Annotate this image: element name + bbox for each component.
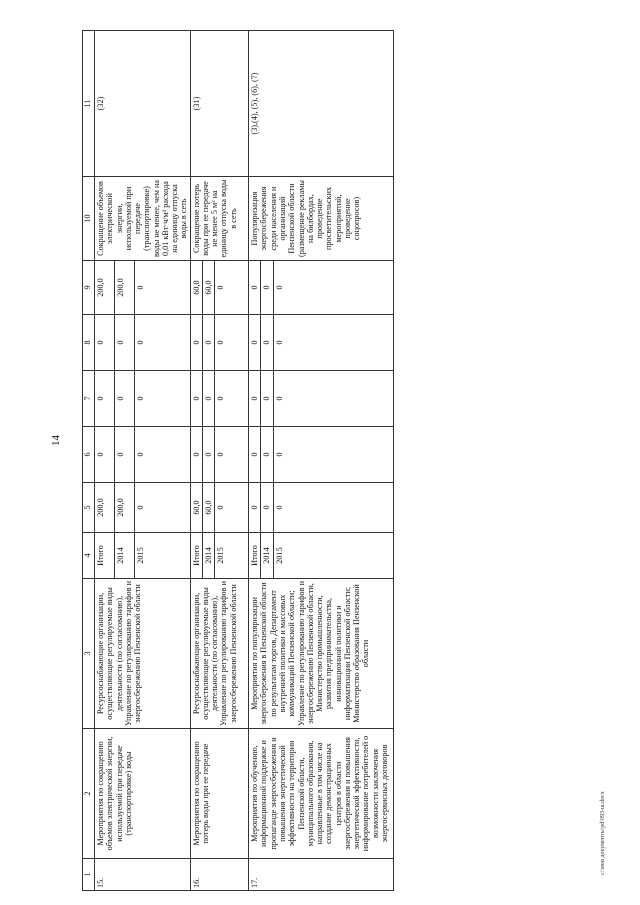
value-cell: 0 xyxy=(215,483,249,533)
value-cell: 0 xyxy=(95,427,115,483)
row-number: 16. xyxy=(190,859,249,891)
value-cell: 0 xyxy=(249,483,261,533)
period-cell: Итого xyxy=(190,533,202,579)
value-cell: 0 xyxy=(134,261,190,315)
value-cell: 0 xyxy=(190,315,202,371)
value-cell: 200,0 xyxy=(114,261,134,315)
column-number: 1 xyxy=(83,859,95,891)
value-cell: 0 xyxy=(261,315,273,371)
column-number: 4 xyxy=(83,533,95,579)
value-cell: 0 xyxy=(95,315,115,371)
column-number: 10 xyxy=(83,177,95,261)
value-cell: 0 xyxy=(134,315,190,371)
value-cell: 0 xyxy=(114,427,134,483)
indicator-cell: (3),(4), (5), (6), (7) xyxy=(249,31,394,177)
value-cell: 0 xyxy=(215,371,249,427)
indicator-cell: (31) xyxy=(190,31,249,177)
value-cell: 60,0 xyxy=(202,261,214,315)
value-cell: 200,0 xyxy=(95,261,115,315)
value-cell: 0 xyxy=(273,427,393,483)
value-cell: 0 xyxy=(261,427,273,483)
table-row xyxy=(249,31,261,891)
table-row xyxy=(95,31,115,891)
value-cell: 0 xyxy=(249,427,261,483)
column-number: 8 xyxy=(83,315,95,371)
value-cell: 0 xyxy=(190,371,202,427)
footer-file-path: c:\мои документы\pd\093-ш.docx xyxy=(600,791,606,875)
indicator-cell: (32) xyxy=(95,31,191,177)
value-cell: 0 xyxy=(114,315,134,371)
value-cell: 60,0 xyxy=(202,483,214,533)
value-cell: 0 xyxy=(202,427,214,483)
value-cell: 0 xyxy=(261,371,273,427)
value-cell: 0 xyxy=(215,427,249,483)
value-cell: 60,0 xyxy=(190,483,202,533)
value-cell: 0 xyxy=(114,371,134,427)
column-number: 2 xyxy=(83,729,95,859)
value-cell: 0 xyxy=(215,261,249,315)
result-cell: Сокращение объемов электрической энергии, используемой при передаче (транспортировке) воды не менее, чем на 0,01 кВт·ч/м³ расхода на единицу отпуска воды в сеть xyxy=(95,177,191,261)
measure-cell: Мероприятия по сокращению потерь воды при ее передаче xyxy=(190,729,249,859)
period-cell: Итого xyxy=(249,533,261,579)
measure-cell: Мероприятия по обучению, информационной поддержке и пропаганде энергосбережения и повышения энергетической эффективности на территории Пензенской области, муниципального образования, направленные в том числе на создание демонстрационных центров в области энергосбережения и повышения энергетической эффективности, информирование потребителей о возможности заключения энергосервисных договоров xyxy=(249,729,394,859)
value-cell: 0 xyxy=(134,371,190,427)
value-cell: 0 xyxy=(273,371,393,427)
value-cell: 0 xyxy=(249,371,261,427)
value-cell: 200,0 xyxy=(114,483,134,533)
value-cell: 60,0 xyxy=(190,261,202,315)
rotated-table-container xyxy=(82,31,612,891)
value-cell: 0 xyxy=(273,315,393,371)
value-cell: 0 xyxy=(190,427,202,483)
result-cell: Сокращение потерь воды при ее передаче не менее 5 м³ на единицу отпуска воды в сеть xyxy=(190,177,249,261)
value-cell: 0 xyxy=(202,315,214,371)
executor-cell: Ресурсоснабжающие организации, осуществляющие регулируемые виды деятельности (по согласованию), Управление по регулированию тарифов и энергосбережению Пензенской области xyxy=(95,579,191,729)
value-cell: 0 xyxy=(215,315,249,371)
column-number: 9 xyxy=(83,261,95,315)
value-cell: 0 xyxy=(134,483,190,533)
value-cell: 0 xyxy=(261,261,273,315)
value-cell: 0 xyxy=(273,261,393,315)
value-cell: 0 xyxy=(249,261,261,315)
column-number: 6 xyxy=(83,427,95,483)
measure-cell: Мероприятия по сокращению объемов электрической энергии, используемой при передаче (транспортировке) воды xyxy=(95,729,191,859)
value-cell: 0 xyxy=(261,483,273,533)
row-number: 15. xyxy=(95,859,191,891)
period-cell: 2015 xyxy=(134,533,190,579)
value-cell: 0 xyxy=(273,483,393,533)
period-cell: 2014 xyxy=(202,533,214,579)
column-number: 3 xyxy=(83,579,95,729)
value-cell: 0 xyxy=(202,371,214,427)
executor-cell: Мероприятия по популяризации энергосбережения в Пензенской области по результатам торгов, Департамент внутренней политики и массовых коммуникаций Пензенской области; Управление по регулированию тарифов и энергосбережению Пензенской области, Министерство промышленности, развития предпринимательства, инновационной политики и информатизации Пензенской области; Министерство образования Пензенской области xyxy=(249,579,394,729)
column-number: 7 xyxy=(83,371,95,427)
result-cell: Популяризация энергосбережения среди населения и организаций Пензенской области (размещение рекламы на билбордах, проведение просветительских мероприятий, проведение соцопросов) xyxy=(249,177,394,261)
column-number: 11 xyxy=(83,31,95,177)
period-cell: 2014 xyxy=(114,533,134,579)
measures-table xyxy=(82,30,394,891)
period-cell: Итого xyxy=(95,533,115,579)
column-number: 5 xyxy=(83,483,95,533)
value-cell: 0 xyxy=(134,427,190,483)
column-number-row xyxy=(83,31,95,891)
period-cell: 2015 xyxy=(215,533,249,579)
value-cell: 0 xyxy=(249,315,261,371)
period-cell: 2015 xyxy=(273,533,393,579)
period-cell: 2014 xyxy=(261,533,273,579)
row-number: 17. xyxy=(249,859,394,891)
page-number: 14 xyxy=(50,435,62,446)
executor-cell: Ресурсоснабжающие организации, осуществляющие регулируемые виды деятельности (по согласованию), Управление по регулированию тарифов и энергосбережению Пензенской области xyxy=(190,579,249,729)
value-cell: 0 xyxy=(95,371,115,427)
table-row xyxy=(190,31,202,891)
value-cell: 200,0 xyxy=(95,483,115,533)
